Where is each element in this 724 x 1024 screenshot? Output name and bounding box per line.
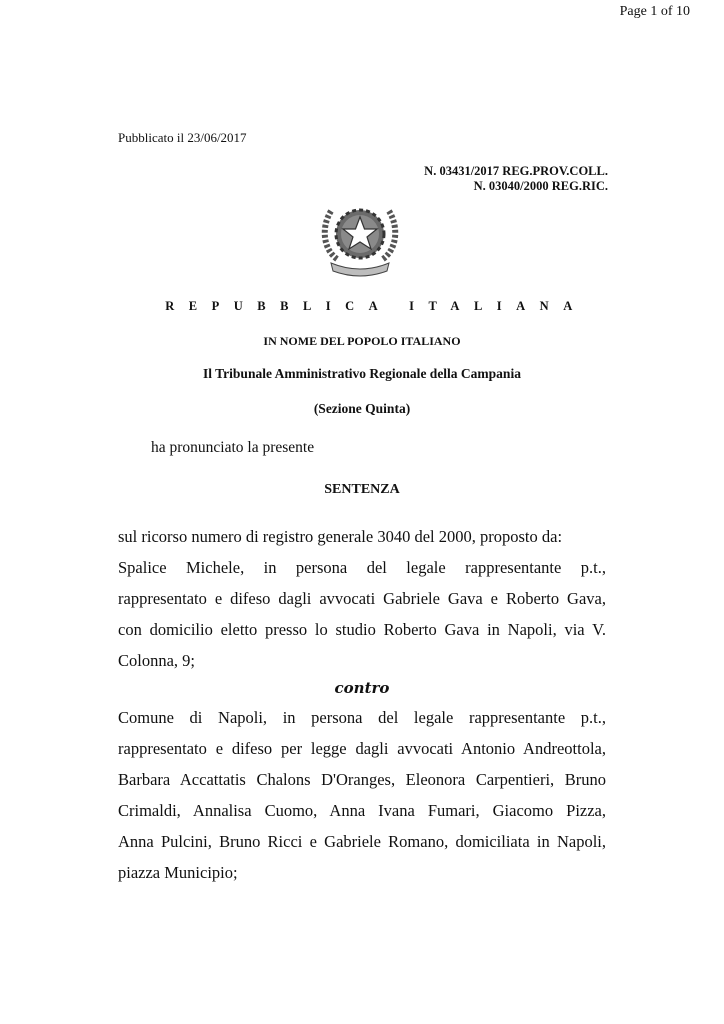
italian-republic-emblem (317, 197, 403, 277)
page-indicator: Page 1 of 10 (619, 4, 690, 19)
paragraph-line: piazza Municipio; (118, 863, 238, 882)
pronouncement-text: ha pronunciato la presente (151, 439, 315, 456)
paragraph-line: Barbara Accattatis Chalons D'Oranges, Eleonora Carpentieri, Bruno (118, 770, 606, 789)
publication-date: Pubblicato il 23/06/2017 (118, 130, 247, 145)
paragraph-line: Crimaldi, Annalisa Cuomo, Anna Ivana Fumari, Giacomo Pizza, (118, 801, 606, 820)
registry-number-provvedimento: N. 03431/2017 REG.PROV.COLL. (424, 164, 608, 178)
paragraph-line: Anna Pulcini, Bruno Ricci e Gabriele Romano, domiciliata in Napoli, (118, 832, 606, 851)
tribunal-name: Il Tribunale Amministrativo Regionale della Campania (203, 366, 521, 381)
paragraph-line: Spalice Michele, in persona del legale rappresentante p.t., (118, 558, 606, 577)
republic-heading: REPUBBLICA ITALIANA (165, 299, 587, 313)
registry-number-ricorso: N. 03040/2000 REG.RIC. (473, 179, 608, 193)
in-nome-heading: IN NOME DEL POPOLO ITALIANO (263, 334, 461, 348)
emblem-icon (317, 197, 403, 277)
contro-heading: contro (334, 679, 390, 697)
sentenza-heading: SENTENZA (324, 482, 400, 497)
paragraph-line: rappresentato e difeso per legge dagli avvocati Antonio Andreottola, (118, 739, 606, 758)
paragraph-line: Comune di Napoli, in persona del legale rappresentante p.t., (118, 708, 606, 727)
paragraph-line: con domicilio eletto presso lo studio Roberto Gava in Napoli, via V. (118, 620, 606, 639)
paragraph-line: Colonna, 9; (118, 651, 195, 670)
section-name: (Sezione Quinta) (313, 401, 411, 416)
paragraph-line: rappresentato e difeso dagli avvocati Gabriele Gava e Roberto Gava, (118, 589, 606, 608)
paragraph-line: sul ricorso numero di registro generale 3040 del 2000, proposto da: (118, 527, 563, 546)
